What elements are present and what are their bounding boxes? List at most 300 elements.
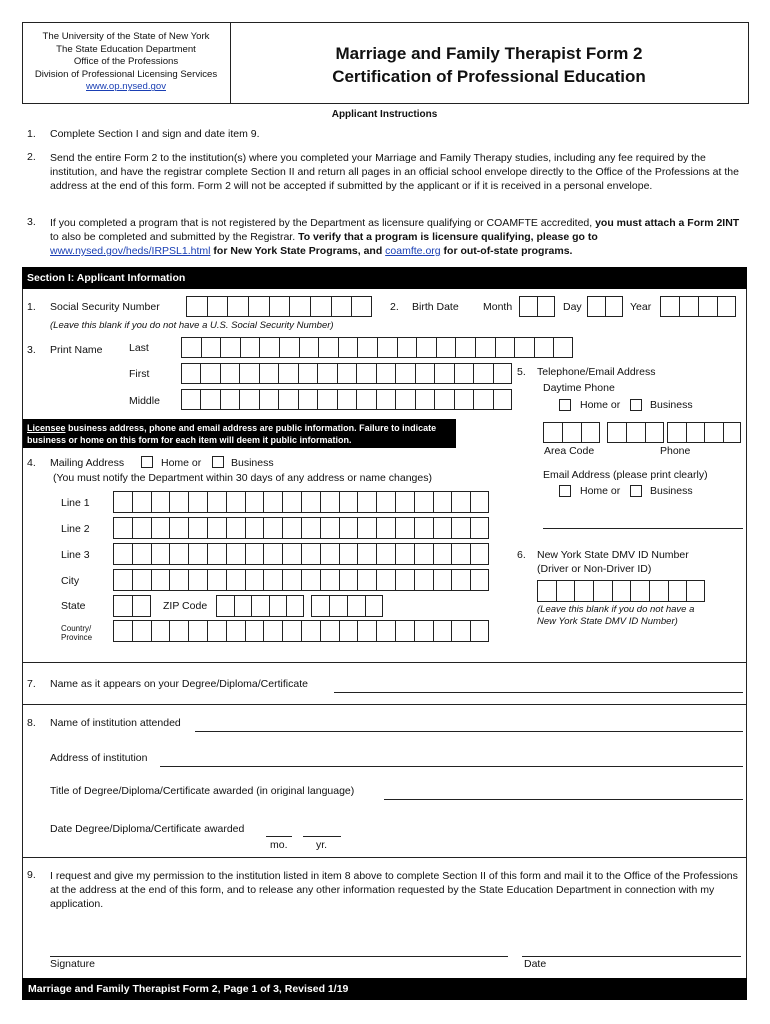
- character-cell[interactable]: [320, 517, 339, 539]
- character-cell[interactable]: [207, 569, 226, 591]
- character-cell[interactable]: [649, 580, 668, 602]
- character-cell[interactable]: [113, 517, 132, 539]
- character-cell[interactable]: [216, 595, 234, 617]
- character-cell[interactable]: [132, 491, 151, 513]
- phone-prefix-input[interactable]: [607, 422, 664, 443]
- character-cell[interactable]: [289, 296, 310, 317]
- character-cell[interactable]: [470, 517, 489, 539]
- character-cell[interactable]: [495, 337, 515, 358]
- character-cell[interactable]: [357, 491, 376, 513]
- character-cell[interactable]: [475, 337, 495, 358]
- country-label-a: Country/: [61, 624, 92, 633]
- character-cell[interactable]: [376, 543, 395, 565]
- character-cell[interactable]: [667, 422, 686, 443]
- birth-year-input[interactable]: [660, 296, 736, 317]
- email-label: Email Address (please print clearly): [543, 469, 708, 481]
- agency-url-link[interactable]: www.op.nysed.gov: [86, 81, 166, 93]
- character-cell[interactable]: [226, 517, 245, 539]
- first-name-input[interactable]: [181, 363, 512, 384]
- zip-label: ZIP Code: [163, 600, 208, 612]
- character-cell[interactable]: [299, 337, 319, 358]
- character-cell[interactable]: [436, 337, 456, 358]
- character-cell[interactable]: [207, 543, 226, 565]
- area-code-label: Area Code: [544, 445, 595, 457]
- q8-date-label: Date Degree/Diploma/Certificate awarded: [50, 823, 245, 835]
- character-cell[interactable]: [132, 569, 151, 591]
- character-cell[interactable]: [298, 389, 317, 410]
- character-cell[interactable]: [434, 389, 453, 410]
- character-cell[interactable]: [278, 363, 297, 384]
- character-cell[interactable]: [395, 491, 414, 513]
- character-cell[interactable]: [151, 543, 170, 565]
- q7-label: Name as it appears on your Degree/Diploma/Certificate: [50, 678, 308, 690]
- email-business-checkbox[interactable]: [630, 485, 642, 497]
- signature-input[interactable]: [50, 956, 508, 957]
- instr3-c: to also be completed and submitted by the Registrar.: [50, 231, 299, 243]
- character-cell[interactable]: [226, 569, 245, 591]
- divider: [22, 662, 747, 663]
- character-cell[interactable]: [188, 620, 207, 642]
- instr3-e: for New York State Programs, and: [210, 245, 386, 257]
- divider: [22, 704, 747, 705]
- day-label: Day: [563, 301, 582, 313]
- character-cell[interactable]: [282, 517, 301, 539]
- address-line1-input[interactable]: [113, 491, 489, 513]
- character-cell[interactable]: [301, 517, 320, 539]
- character-cell[interactable]: [357, 543, 376, 565]
- first-label: First: [129, 368, 150, 380]
- dmv-note-a: (Leave this blank if you do not have a: [537, 604, 695, 615]
- character-cell[interactable]: [357, 569, 376, 591]
- character-cell[interactable]: [263, 620, 282, 642]
- character-cell[interactable]: [434, 363, 453, 384]
- degree-month-input[interactable]: [266, 836, 292, 837]
- dmv-id-input[interactable]: [537, 580, 705, 602]
- character-cell[interactable]: [717, 296, 736, 317]
- q9-text: I request and give my permission to the institution listed in item 8 above to complete Section II of this form and mail it to the Office of the Professions at the address at the end of this form, and to release any other information requested by the State Education Department in connection with my application.: [50, 870, 738, 910]
- character-cell[interactable]: [562, 422, 581, 443]
- character-cell[interactable]: [310, 296, 331, 317]
- character-cell[interactable]: [376, 363, 395, 384]
- character-cell[interactable]: [339, 620, 358, 642]
- character-cell[interactable]: [263, 491, 282, 513]
- form-title-line2: Certification of Professional Education: [332, 67, 646, 86]
- character-cell[interactable]: [132, 620, 151, 642]
- last-name-input[interactable]: [181, 337, 573, 358]
- middle-label: Middle: [129, 395, 160, 407]
- zip-input[interactable]: [216, 595, 304, 617]
- character-cell[interactable]: [113, 620, 132, 642]
- character-cell[interactable]: [451, 620, 470, 642]
- character-cell[interactable]: [151, 491, 170, 513]
- degree-title-input[interactable]: [384, 799, 743, 800]
- character-cell[interactable]: [113, 595, 132, 617]
- character-cell[interactable]: [151, 620, 170, 642]
- mail-note: (You must notify the Department within 30 days of any address or name changes): [53, 472, 432, 484]
- line1-label: Line 1: [61, 497, 90, 509]
- character-cell[interactable]: [414, 543, 433, 565]
- character-cell[interactable]: [630, 580, 649, 602]
- character-cell[interactable]: [248, 296, 269, 317]
- agency-line: The State Education Department: [56, 43, 196, 55]
- character-cell[interactable]: [574, 580, 593, 602]
- character-cell[interactable]: [263, 569, 282, 591]
- character-cell[interactable]: [607, 422, 626, 443]
- character-cell[interactable]: [473, 363, 492, 384]
- character-cell[interactable]: [186, 296, 207, 317]
- name-label: Print Name: [50, 344, 103, 356]
- character-cell[interactable]: [414, 569, 433, 591]
- instr3-d: To verify that a program is licensure qualifying, please go to: [298, 231, 598, 243]
- character-cell[interactable]: [451, 491, 470, 513]
- character-cell[interactable]: [151, 569, 170, 591]
- form-title-line1: Marriage and Family Therapist Form 2: [335, 44, 643, 63]
- character-cell[interactable]: [519, 296, 537, 317]
- character-cell[interactable]: [245, 620, 264, 642]
- character-cell[interactable]: [470, 491, 489, 513]
- character-cell[interactable]: [298, 363, 317, 384]
- character-cell[interactable]: [537, 580, 556, 602]
- dmv-note-b: New York State DMV ID Number): [537, 616, 678, 627]
- q9-num: 9.: [27, 869, 36, 881]
- character-cell[interactable]: [415, 389, 434, 410]
- character-cell[interactable]: [377, 337, 397, 358]
- character-cell[interactable]: [239, 363, 258, 384]
- agency-block: [24, 31, 228, 94]
- character-cell[interactable]: [395, 620, 414, 642]
- instruction-num: 1.: [27, 128, 36, 140]
- mail-business-label: Business: [231, 457, 274, 469]
- character-cell[interactable]: [433, 491, 452, 513]
- character-cell[interactable]: [259, 389, 278, 410]
- character-cell[interactable]: [339, 543, 358, 565]
- character-cell[interactable]: [200, 389, 219, 410]
- zip4-input[interactable]: [311, 595, 383, 617]
- character-cell[interactable]: [376, 491, 395, 513]
- character-cell[interactable]: [188, 491, 207, 513]
- character-cell[interactable]: [451, 543, 470, 565]
- character-cell[interactable]: [556, 580, 575, 602]
- character-cell[interactable]: [301, 543, 320, 565]
- last-label: Last: [129, 342, 149, 354]
- character-cell[interactable]: [337, 389, 356, 410]
- character-cell[interactable]: [514, 337, 534, 358]
- phone-line-input[interactable]: [667, 422, 741, 443]
- phone-business-checkbox[interactable]: [630, 399, 642, 411]
- character-cell[interactable]: [397, 337, 417, 358]
- irpsl-link[interactable]: www.nysed.gov/heds/IRPSL1.html: [50, 245, 211, 257]
- character-cell[interactable]: [433, 543, 452, 565]
- instr3-f: for out-of-state programs.: [440, 245, 573, 257]
- character-cell[interactable]: [331, 296, 352, 317]
- ssn-label: Social Security Number: [50, 301, 160, 313]
- character-cell[interactable]: [181, 337, 201, 358]
- character-cell[interactable]: [151, 517, 170, 539]
- character-cell[interactable]: [251, 595, 269, 617]
- character-cell[interactable]: [113, 543, 132, 565]
- mail-num: 4.: [27, 457, 36, 469]
- character-cell[interactable]: [301, 620, 320, 642]
- character-cell[interactable]: [376, 389, 395, 410]
- birth-month-input[interactable]: [519, 296, 555, 317]
- character-cell[interactable]: [301, 491, 320, 513]
- coamfte-link[interactable]: coamfte.org: [385, 245, 441, 257]
- character-cell[interactable]: [454, 389, 473, 410]
- character-cell[interactable]: [395, 389, 414, 410]
- line3-label: Line 3: [61, 549, 90, 561]
- state-input[interactable]: [113, 595, 151, 617]
- character-cell[interactable]: [414, 620, 433, 642]
- character-cell[interactable]: [679, 296, 698, 317]
- character-cell[interactable]: [188, 543, 207, 565]
- character-cell[interactable]: [181, 389, 200, 410]
- character-cell[interactable]: [269, 595, 287, 617]
- character-cell[interactable]: [698, 296, 717, 317]
- character-cell[interactable]: [347, 595, 365, 617]
- character-cell[interactable]: [668, 580, 687, 602]
- character-cell[interactable]: [376, 620, 395, 642]
- character-cell[interactable]: [181, 363, 200, 384]
- character-cell[interactable]: [537, 296, 555, 317]
- character-cell[interactable]: [220, 337, 240, 358]
- mail-label: Mailing Address: [50, 457, 125, 469]
- character-cell[interactable]: [132, 517, 151, 539]
- agency-line: Office of the Professions: [73, 56, 179, 68]
- character-cell[interactable]: [433, 620, 452, 642]
- notice-text: business address, phone and email address are public information. Failure to indicate business or home on this form for each item will deem it public information.: [27, 423, 437, 445]
- character-cell[interactable]: [414, 517, 433, 539]
- degree-year-input[interactable]: [303, 836, 341, 837]
- character-cell[interactable]: [200, 363, 219, 384]
- character-cell[interactable]: [320, 543, 339, 565]
- character-cell[interactable]: [201, 337, 221, 358]
- q8-num: 8.: [27, 717, 36, 729]
- character-cell[interactable]: [357, 620, 376, 642]
- character-cell[interactable]: [339, 491, 358, 513]
- month-caption: mo.: [270, 839, 288, 851]
- character-cell[interactable]: [301, 569, 320, 591]
- character-cell[interactable]: [339, 569, 358, 591]
- character-cell[interactable]: [338, 337, 358, 358]
- phone-label: Phone: [660, 445, 691, 457]
- character-cell[interactable]: [263, 517, 282, 539]
- character-cell[interactable]: [169, 517, 188, 539]
- character-cell[interactable]: [451, 517, 470, 539]
- character-cell[interactable]: [169, 569, 188, 591]
- character-cell[interactable]: [593, 580, 612, 602]
- character-cell[interactable]: [226, 620, 245, 642]
- character-cell[interactable]: [245, 491, 264, 513]
- middle-name-input[interactable]: [181, 389, 512, 410]
- character-cell[interactable]: [132, 595, 151, 617]
- character-cell[interactable]: [279, 337, 299, 358]
- character-cell[interactable]: [226, 543, 245, 565]
- character-cell[interactable]: [376, 569, 395, 591]
- character-cell[interactable]: [311, 595, 329, 617]
- character-cell[interactable]: [686, 580, 705, 602]
- header-divider: [230, 22, 231, 104]
- character-cell[interactable]: [470, 620, 489, 642]
- character-cell[interactable]: [226, 491, 245, 513]
- ssn-input[interactable]: [186, 296, 372, 317]
- character-cell[interactable]: [357, 337, 377, 358]
- instr3-b: you must attach a Form 2INT: [595, 217, 740, 229]
- address-line2-input[interactable]: [113, 517, 489, 539]
- character-cell[interactable]: [245, 569, 264, 591]
- instr3-a: If you completed a program that is not registered by the Department as licensure qualifying or COAMFTE accredited,: [50, 217, 596, 229]
- country-input[interactable]: [113, 620, 489, 642]
- email-input[interactable]: [543, 528, 743, 529]
- notice-licensee: Licensee: [27, 423, 66, 433]
- section-border-right: [746, 289, 747, 978]
- character-cell[interactable]: [259, 363, 278, 384]
- character-cell[interactable]: [113, 569, 132, 591]
- year-caption: yr.: [316, 839, 328, 851]
- character-cell[interactable]: [282, 543, 301, 565]
- mail-business-checkbox[interactable]: [212, 456, 224, 468]
- character-cell[interactable]: [543, 422, 562, 443]
- city-input[interactable]: [113, 569, 489, 591]
- character-cell[interactable]: [414, 491, 433, 513]
- character-cell[interactable]: [581, 422, 600, 443]
- character-cell[interactable]: [645, 422, 664, 443]
- character-cell[interactable]: [318, 337, 338, 358]
- character-cell[interactable]: [245, 543, 264, 565]
- character-cell[interactable]: [470, 569, 489, 591]
- address-line3-input[interactable]: [113, 543, 489, 565]
- year-label: Year: [630, 301, 652, 313]
- institution-name-input[interactable]: [195, 731, 743, 732]
- character-cell[interactable]: [473, 389, 492, 410]
- section-border-left: [22, 289, 23, 978]
- character-cell[interactable]: [269, 296, 290, 317]
- character-cell[interactable]: [365, 595, 383, 617]
- character-cell[interactable]: [286, 595, 304, 617]
- character-cell[interactable]: [351, 296, 372, 317]
- character-cell[interactable]: [451, 569, 470, 591]
- character-cell[interactable]: [169, 543, 188, 565]
- degree-name-input[interactable]: [334, 692, 743, 693]
- character-cell[interactable]: [357, 517, 376, 539]
- character-cell[interactable]: [317, 363, 336, 384]
- character-cell[interactable]: [433, 569, 452, 591]
- country-label: [61, 624, 92, 642]
- character-cell[interactable]: [395, 517, 414, 539]
- character-cell[interactable]: [320, 491, 339, 513]
- phone-business-label: Business: [650, 399, 693, 411]
- email-home-label: Home or: [580, 485, 621, 497]
- character-cell[interactable]: [376, 517, 395, 539]
- agency-line: Division of Professional Licensing Services: [34, 68, 218, 80]
- character-cell[interactable]: [612, 580, 631, 602]
- character-cell[interactable]: [534, 337, 554, 358]
- character-cell[interactable]: [395, 543, 414, 565]
- character-cell[interactable]: [356, 389, 375, 410]
- character-cell[interactable]: [317, 389, 336, 410]
- character-cell[interactable]: [132, 543, 151, 565]
- character-cell[interactable]: [320, 569, 339, 591]
- area-code-input[interactable]: [543, 422, 600, 443]
- character-cell[interactable]: [234, 595, 252, 617]
- character-cell[interactable]: [188, 517, 207, 539]
- birth-day-input[interactable]: [587, 296, 623, 317]
- line2-label: Line 2: [61, 523, 90, 535]
- character-cell[interactable]: [169, 620, 188, 642]
- character-cell[interactable]: [113, 491, 132, 513]
- public-info-notice: [22, 419, 456, 448]
- character-cell[interactable]: [470, 543, 489, 565]
- q8-address-label: Address of institution: [50, 752, 148, 764]
- character-cell[interactable]: [278, 389, 297, 410]
- character-cell[interactable]: [454, 363, 473, 384]
- tel-num: 5.: [517, 366, 526, 378]
- character-cell[interactable]: [686, 422, 705, 443]
- state-label: State: [61, 600, 86, 612]
- mail-home-label: Home or: [161, 457, 202, 469]
- character-cell[interactable]: [207, 517, 226, 539]
- character-cell[interactable]: [263, 543, 282, 565]
- character-cell[interactable]: [227, 296, 248, 317]
- dmv-num: 6.: [517, 549, 526, 561]
- name-num: 3.: [27, 344, 36, 356]
- character-cell[interactable]: [220, 363, 239, 384]
- city-label: City: [61, 575, 80, 587]
- character-cell[interactable]: [395, 363, 414, 384]
- character-cell[interactable]: [188, 569, 207, 591]
- character-cell[interactable]: [605, 296, 623, 317]
- character-cell[interactable]: [395, 569, 414, 591]
- character-cell[interactable]: [320, 620, 339, 642]
- mail-home-checkbox[interactable]: [141, 456, 153, 468]
- character-cell[interactable]: [626, 422, 645, 443]
- character-cell[interactable]: [207, 491, 226, 513]
- character-cell[interactable]: [169, 491, 188, 513]
- character-cell[interactable]: [282, 569, 301, 591]
- character-cell[interactable]: [704, 422, 723, 443]
- character-cell[interactable]: [329, 595, 347, 617]
- email-home-checkbox[interactable]: [559, 485, 571, 497]
- character-cell[interactable]: [493, 363, 512, 384]
- character-cell[interactable]: [339, 517, 358, 539]
- character-cell[interactable]: [282, 620, 301, 642]
- character-cell[interactable]: [416, 337, 436, 358]
- character-cell[interactable]: [587, 296, 605, 317]
- character-cell[interactable]: [282, 491, 301, 513]
- character-cell[interactable]: [207, 296, 228, 317]
- phone-home-checkbox[interactable]: [559, 399, 571, 411]
- character-cell[interactable]: [259, 337, 279, 358]
- character-cell[interactable]: [433, 517, 452, 539]
- character-cell[interactable]: [245, 517, 264, 539]
- instruction-text: Complete Section I and sign and date item 9.: [50, 128, 260, 140]
- character-cell[interactable]: [356, 363, 375, 384]
- character-cell[interactable]: [337, 363, 356, 384]
- character-cell[interactable]: [493, 389, 512, 410]
- character-cell[interactable]: [455, 337, 475, 358]
- character-cell[interactable]: [723, 422, 742, 443]
- character-cell[interactable]: [415, 363, 434, 384]
- character-cell[interactable]: [660, 296, 679, 317]
- character-cell[interactable]: [207, 620, 226, 642]
- character-cell[interactable]: [240, 337, 260, 358]
- date-input[interactable]: [522, 956, 741, 957]
- institution-address-input[interactable]: [160, 766, 743, 767]
- daytime-phone-label: Daytime Phone: [543, 382, 615, 394]
- form-title: [232, 42, 746, 88]
- character-cell[interactable]: [220, 389, 239, 410]
- character-cell[interactable]: [553, 337, 573, 358]
- character-cell[interactable]: [239, 389, 258, 410]
